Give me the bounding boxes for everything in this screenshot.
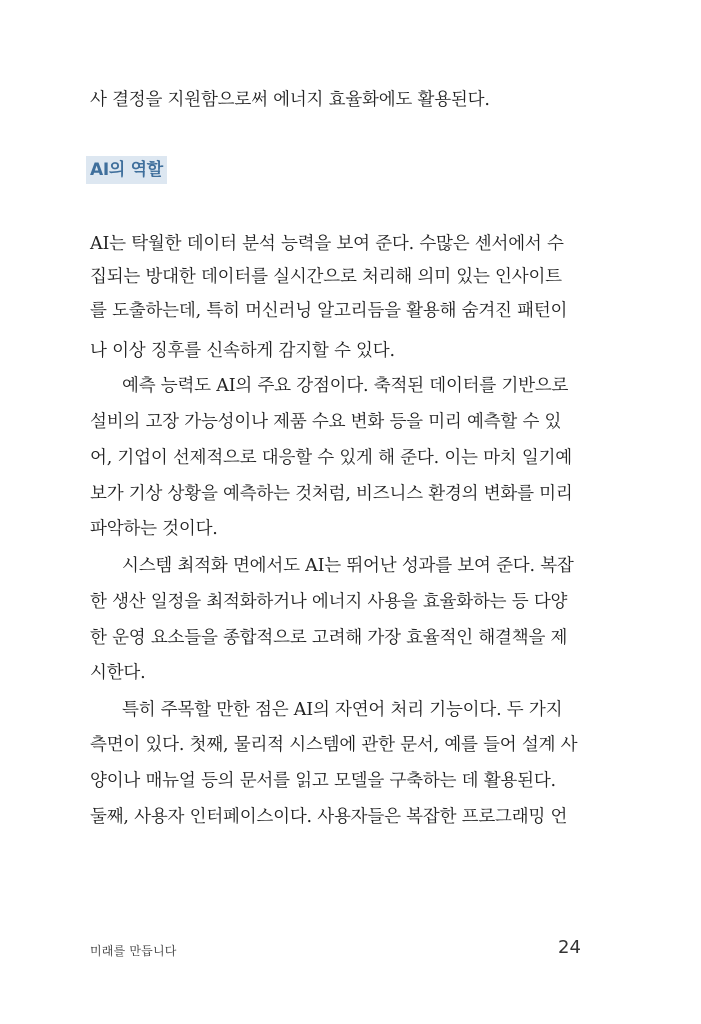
body-line: 설비의 고장 가능성이나 제품 수요 변화 등을 미리 예측할 수 있 [90, 412, 562, 432]
section-heading: AI의 역할 [86, 156, 167, 184]
page-number: 24 [558, 937, 581, 958]
body-line: 예측 능력도 AI의 주요 강점이다. 축적된 데이터를 기반으로 [122, 376, 569, 396]
body-line: 를 도출하는데, 특히 머신러닝 알고리듬을 활용해 숨겨진 패턴이 [90, 301, 568, 321]
body-line: AI는 탁월한 데이터 분석 능력을 보여 준다. 수많은 센서에서 수 [90, 234, 564, 254]
body-line: 파악하는 것이다. [90, 519, 218, 539]
body-line: 시한다. [90, 663, 146, 683]
body-line: 어, 기업이 선제적으로 대응할 수 있게 해 준다. 이는 마치 일기예 [90, 448, 572, 468]
intro-line: 사 결정을 지원함으로써 에너지 효율화에도 활용된다. [90, 90, 490, 110]
footer-book-title: 미래를 만듭니다 [90, 944, 177, 958]
body-line: 한 운영 요소들을 종합적으로 고려해 가장 효율적인 해결책을 제 [90, 628, 568, 648]
body-line: 나 이상 징후를 신속하게 감지할 수 있다. [90, 341, 395, 361]
body-line: 집되는 방대한 데이터를 실시간으로 처리해 의미 있는 인사이트 [90, 267, 562, 287]
body-line: 시스템 최적화 면에서도 AI는 뛰어난 성과를 보여 준다. 복잡 [122, 556, 574, 576]
body-line: 둘째, 사용자 인터페이스이다. 사용자들은 복잡한 프로그래밍 언 [90, 807, 568, 827]
body-line: 측면이 있다. 첫째, 물리적 시스템에 관한 문서, 예를 들어 설계 사 [90, 735, 578, 755]
body-line: 특히 주목할 만한 점은 AI의 자연어 처리 기능이다. 두 가지 [122, 700, 563, 720]
body-line: 한 생산 일정을 최적화하거나 에너지 사용을 효율화하는 등 다양 [90, 592, 568, 612]
body-line: 보가 기상 상황을 예측하는 것처럼, 비즈니스 환경의 변화를 미리 [90, 484, 573, 504]
body-line: 양이나 매뉴얼 등의 문서를 읽고 모델을 구축하는 데 활용된다. [90, 771, 556, 791]
